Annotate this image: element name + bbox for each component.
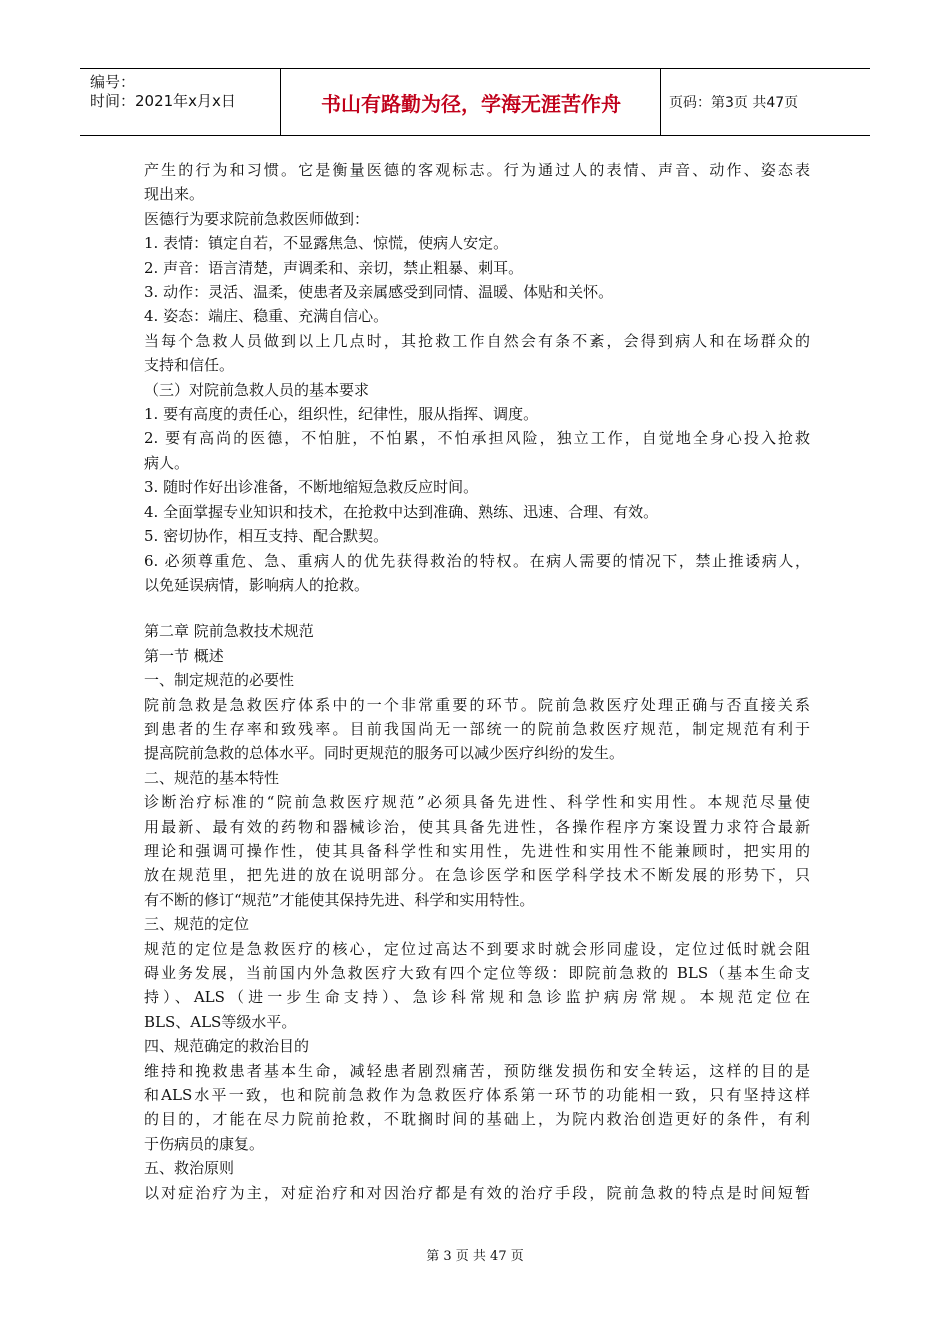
header-meta bbox=[80, 69, 281, 135]
body-line: 理论和强调可操作性，使其具备科学性和实用性，先进性和实用性不能兼顾时，把实用的 bbox=[144, 841, 810, 860]
body-line: 以对症治疗为主，对症治疗和对因治疗都是有效的治疗手段，院前急救的特点是时间短暂 bbox=[144, 1183, 810, 1202]
body-line: 现出来。 bbox=[144, 185, 205, 204]
body-line: 4. 姿态：端庄、稳重、充满自信心。 bbox=[144, 307, 389, 326]
body-line: 6. 必须尊重危、急、重病人的优先获得救治的特权。在病人需要的情况下，禁止推诿病人， bbox=[144, 551, 810, 570]
body-line: 产生的行为和习惯。它是衡量医德的客观标志。行为通过人的表情、声音、动作、姿态表 bbox=[144, 161, 810, 179]
body-line: 到患者的生存率和致残率。目前我国尚无一部统一的院前急救医疗规范，制定规范有利于 bbox=[144, 719, 810, 738]
body-line: 1. 要有高度的责任心，组织性，纪律性，服从指挥、调度。 bbox=[144, 405, 539, 424]
subsection-heading: 五、救治原则 bbox=[144, 1159, 235, 1178]
body-line: 以免延误病情，影响病人的抢救。 bbox=[144, 575, 370, 594]
body-line: 有不断的修订“规范”才能使其保持先进、科学和实用特性。 bbox=[144, 890, 535, 909]
blank-line bbox=[144, 597, 810, 619]
body-line: BLS、ALS等级水平。 bbox=[144, 1012, 297, 1031]
page-footer: 第 3 页 共 47 页 bbox=[426, 1249, 524, 1264]
body-line: 支持和信任。 bbox=[144, 356, 235, 375]
body-line: 院前急救是急救医疗体系中的一个非常重要的环节。院前急救医疗处理正确与否直接关系 bbox=[144, 695, 810, 714]
body-line: 持）、ALS（进一步生命支持）、急诊科常规和急诊监护病房常规。本规范定位在 bbox=[144, 988, 810, 1007]
body-line: 3. 动作：灵活、温柔，使患者及亲属感受到同情、温暖、体贴和关怀。 bbox=[144, 283, 614, 302]
body-line: 规范的定位是急救医疗的核心，定位过高达不到要求时就会形同虚设，定位过低时就会阻 bbox=[144, 939, 810, 958]
body-line: 3. 随时作好出诊准备，不断地缩短急救反应时间。 bbox=[144, 478, 479, 497]
body-line: 1. 表情：镇定自若，不显露焦急、惊慌，使病人安定。 bbox=[144, 234, 509, 253]
subsection-heading: 二、规范的基本特性 bbox=[144, 768, 280, 787]
section-heading: 第一节 概述 bbox=[144, 646, 224, 665]
document-date-label: 时间：2021年x月x日 bbox=[90, 92, 236, 110]
body-line: 的目的，才能在尽力院前抢救，不耽搁时间的基础上，为院内救治创造更好的条件，有利 bbox=[144, 1110, 810, 1129]
subsection-heading: 一、制定规范的必要性 bbox=[144, 671, 295, 690]
body-line: 病人。 bbox=[144, 453, 190, 472]
body-line: 放在规范里，把先进的放在说明部分。在急诊医学和医学科学技术不断发展的形势下，只 bbox=[144, 866, 810, 885]
body-line: 用最新、最有效的药物和器械诊治，使其具备先进性，各操作程序方案设置力求符合最新 bbox=[144, 817, 810, 836]
section-heading: （三）对院前急救人员的基本要求 bbox=[144, 380, 370, 399]
body-line: 碍业务发展，当前国内外急救医疗大致有四个定位等级：即院前急救的 BLS（基本生命支 bbox=[144, 964, 810, 982]
document-number-label: 编号： bbox=[90, 73, 136, 91]
subsection-heading: 三、规范的定位 bbox=[144, 915, 250, 934]
subsection-heading: 四、规范确定的救治目的 bbox=[144, 1037, 310, 1056]
body-line: 4. 全面掌握专业知识和技术，在抢救中达到准确、熟练、迅速、合理、有效。 bbox=[144, 502, 659, 521]
document-body bbox=[144, 158, 810, 1205]
body-line: 5. 密切协作，相互支持、配合默契。 bbox=[144, 527, 389, 546]
body-line: 2. 要有高尚的医德，不怕脏，不怕累，不怕承担风险，独立工作，自觉地全身心投入抢救 bbox=[144, 429, 810, 448]
body-line: 维持和挽救患者基本生命，减轻患者剧烈痛苦，预防继发损伤和安全转运，这样的目的是 bbox=[144, 1061, 810, 1080]
header-page-label: 页码：第3页 共47页 bbox=[669, 95, 799, 111]
body-line: 和ALS水平一致，也和院前急救作为急救医疗体系第一环节的功能相一致，只有坚持这样 bbox=[144, 1086, 810, 1105]
page-header bbox=[80, 68, 870, 136]
chapter-heading: 第二章 院前急救技术规范 bbox=[144, 622, 314, 641]
body-line: 于伤病员的康复。 bbox=[144, 1134, 265, 1153]
body-line: 当每个急救人员做到以上几点时，其抢救工作自然会有条不紊，会得到病人和在场群众的 bbox=[144, 331, 810, 350]
body-line: 2. 声音：语言清楚，声调柔和、亲切，禁止粗暴、刺耳。 bbox=[144, 258, 524, 277]
header-motto: 书山有路勤为径，学海无涯苦作舟 bbox=[282, 69, 661, 135]
body-line: 诊断治疗标准的“院前急救医疗规范”必须具备先进性、科学性和实用性。本规范尽量使 bbox=[144, 793, 810, 812]
body-line: 医德行为要求院前急救医师做到： bbox=[144, 209, 370, 228]
body-line: 提高院前急救的总体水平。同时更规范的服务可以减少医疗纠纷的发生。 bbox=[144, 744, 625, 763]
